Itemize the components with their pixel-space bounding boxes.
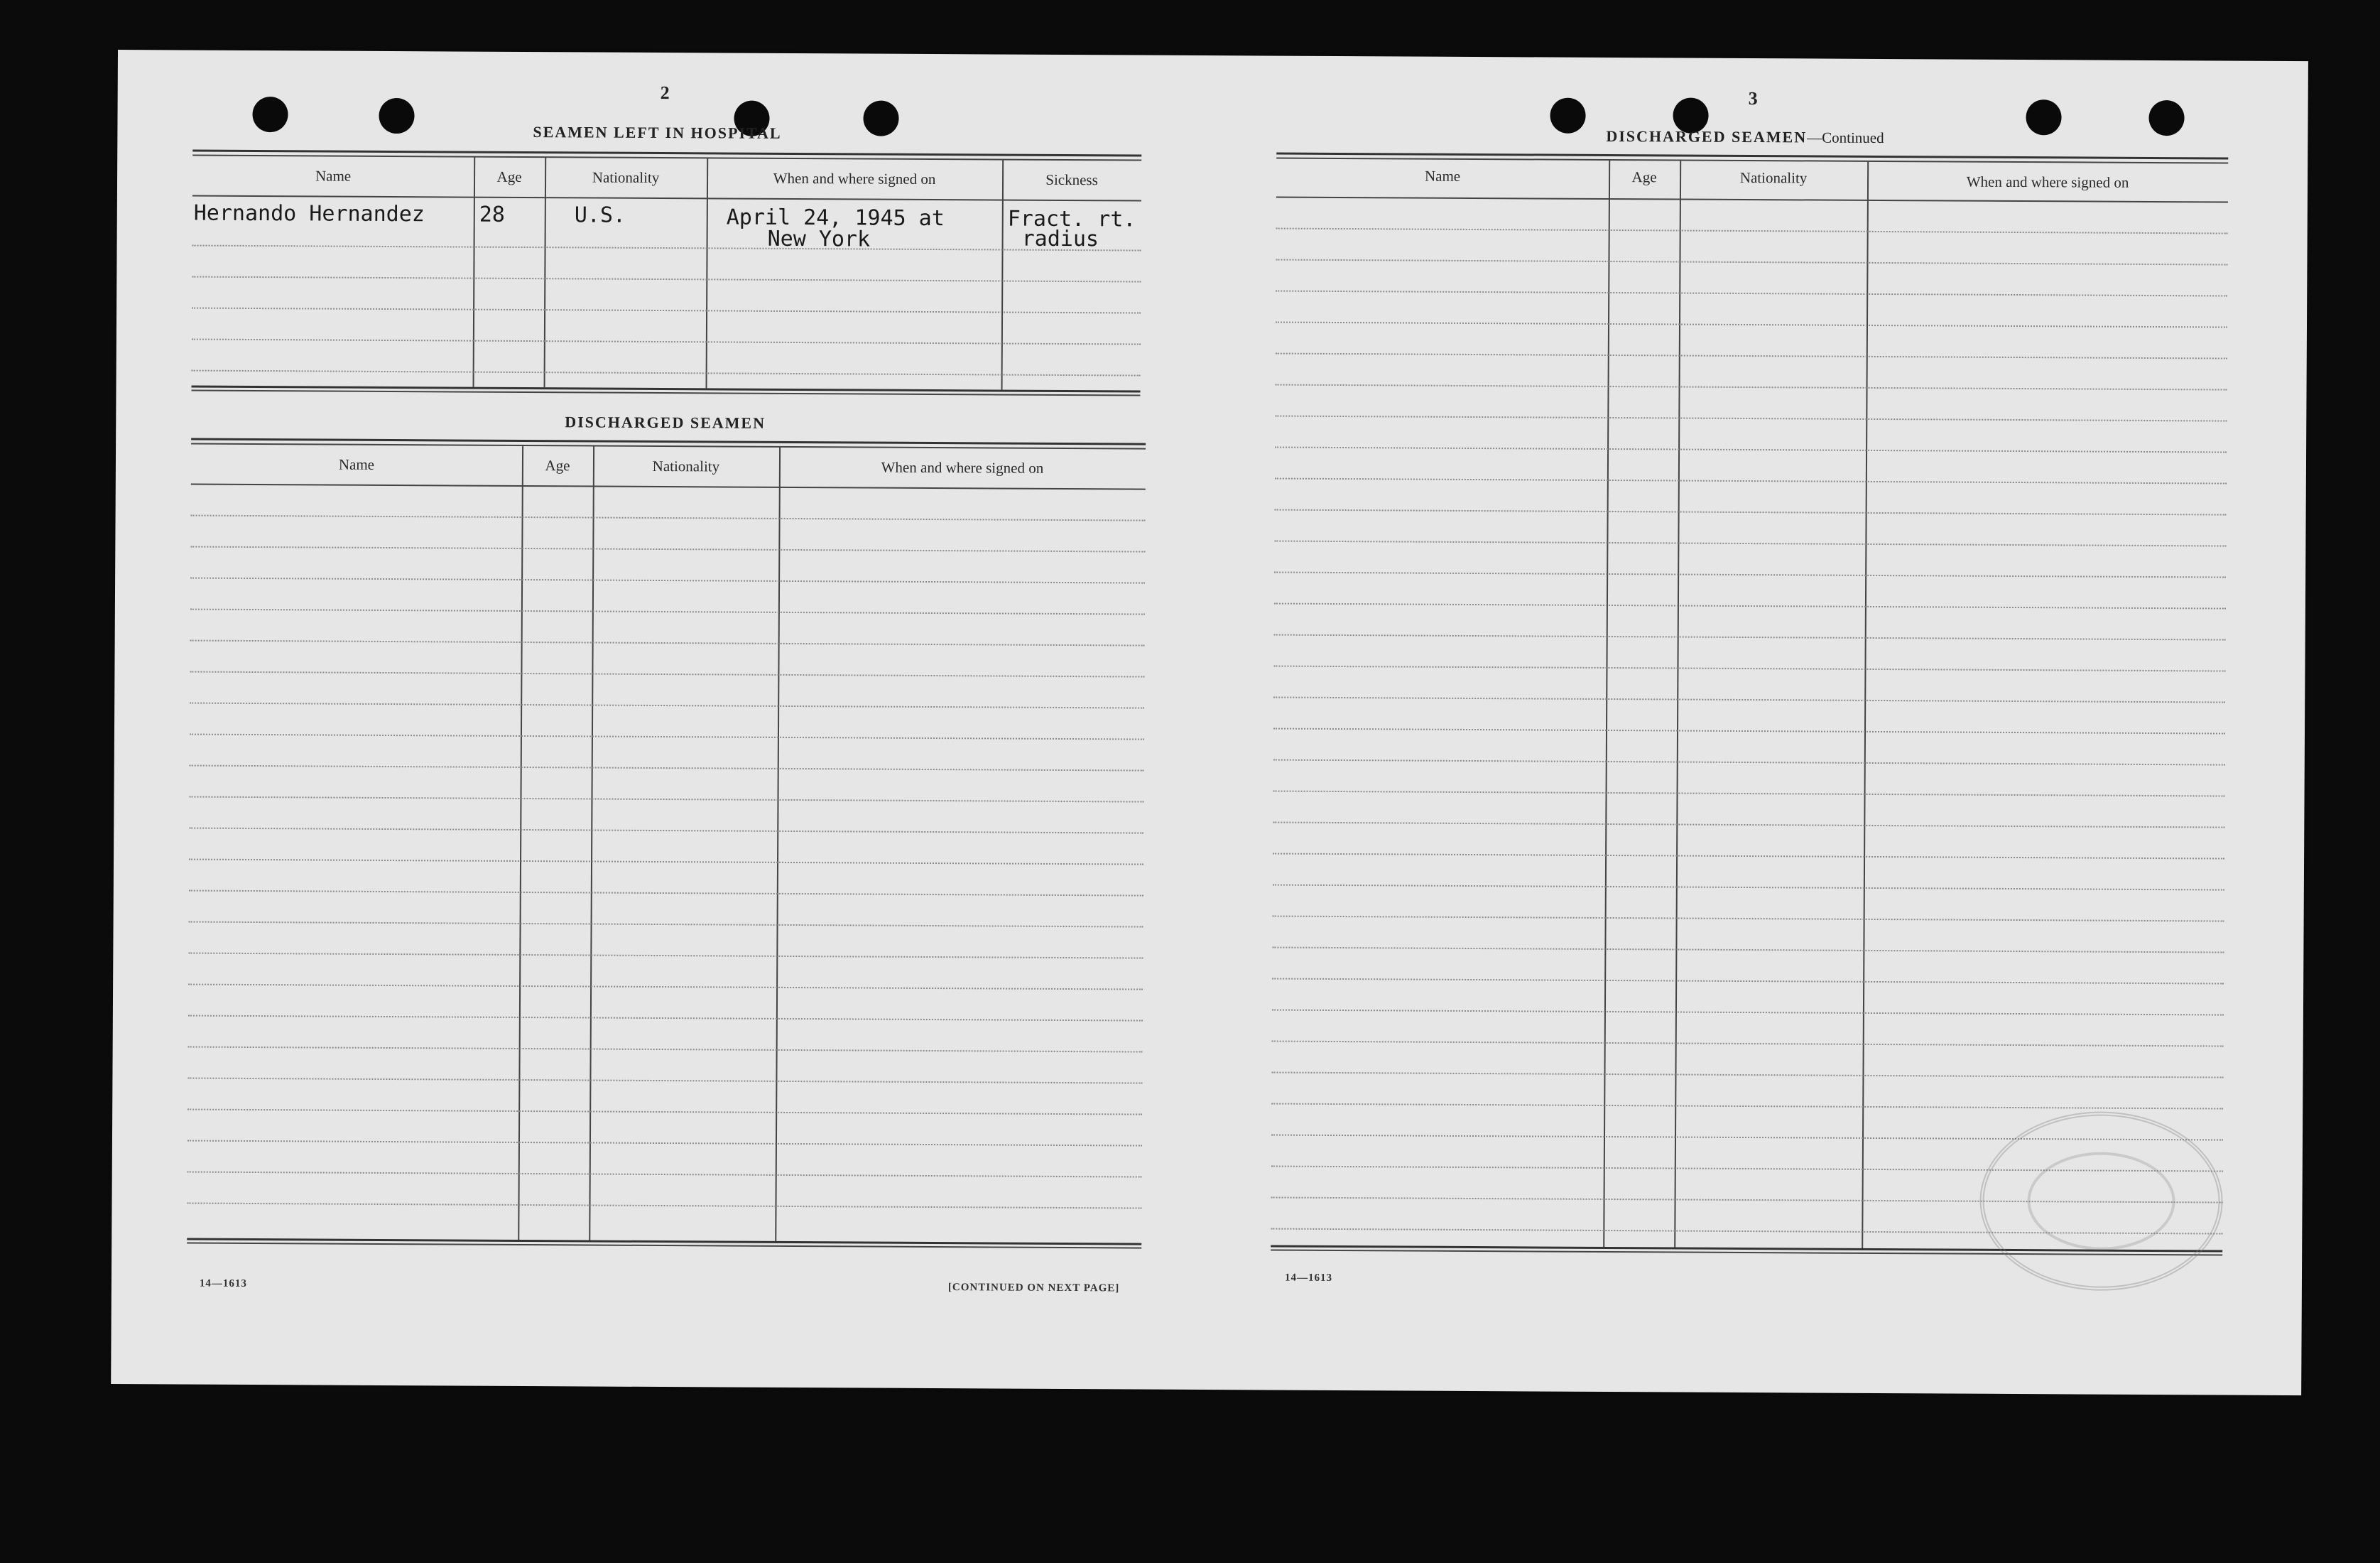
- column-header-signed-on: When and where signed on: [1966, 173, 2129, 191]
- column-header-age: Age: [496, 168, 522, 185]
- column-header-sickness: Sickness: [1045, 171, 1098, 189]
- column-header-age: Age: [545, 457, 570, 475]
- entry-signed-on-line1: April 24, 1945 at: [726, 205, 945, 232]
- hospital-table: [191, 150, 1141, 396]
- page-number-right: 3: [1748, 88, 1758, 109]
- column-header-name: Name: [1424, 167, 1461, 185]
- discharged-continued-title-text: DISCHARGED SEAMEN: [1606, 126, 1808, 146]
- form-number-right: 14—1613: [1284, 1272, 1333, 1284]
- column-header-nationality: Nationality: [1739, 168, 1808, 187]
- punch-hole: [863, 100, 898, 136]
- column-header-signed-on: When and where signed on: [881, 458, 1044, 477]
- column-header-signed-on: When and where signed on: [773, 169, 936, 188]
- column-header-name: Name: [338, 455, 375, 473]
- discharged-continued-title: [1606, 127, 1884, 147]
- hospital-section-title: SEAMEN LEFT IN HOSPITAL: [533, 123, 782, 142]
- entry-signed-on-line2: New York: [767, 226, 871, 252]
- continued-note: [CONTINUED ON NEXT PAGE]: [947, 1282, 1120, 1294]
- record-sheet: [111, 50, 2308, 1395]
- column-header-nationality: Nationality: [592, 168, 660, 186]
- form-number-left: 14—1613: [199, 1277, 247, 1289]
- column-header-name: Name: [315, 167, 352, 185]
- discharged-continued-title-suffix: —Continued: [1807, 129, 1884, 147]
- discharged-table: [187, 438, 1146, 1304]
- entry-sickness-line1: Fract. rt.: [1007, 206, 1136, 232]
- punch-hole: [2026, 99, 2061, 135]
- punch-hole: [252, 97, 288, 132]
- column-header-age: Age: [1631, 168, 1657, 186]
- punch-hole: [2148, 100, 2184, 136]
- discharged-section-title: DISCHARGED SEAMEN: [565, 413, 766, 432]
- punch-hole: [379, 98, 414, 134]
- punch-hole: [1550, 98, 1585, 134]
- page-number-left: 2: [660, 82, 670, 104]
- column-header-nationality: Nationality: [652, 457, 720, 475]
- entry-nationality: U.S.: [574, 202, 626, 228]
- entry-sickness-line2: radius: [1021, 226, 1099, 252]
- faded-stamp: [1979, 1111, 2223, 1292]
- entry-name: Hernando Hernandez: [193, 200, 425, 227]
- entry-age: 28: [479, 202, 506, 227]
